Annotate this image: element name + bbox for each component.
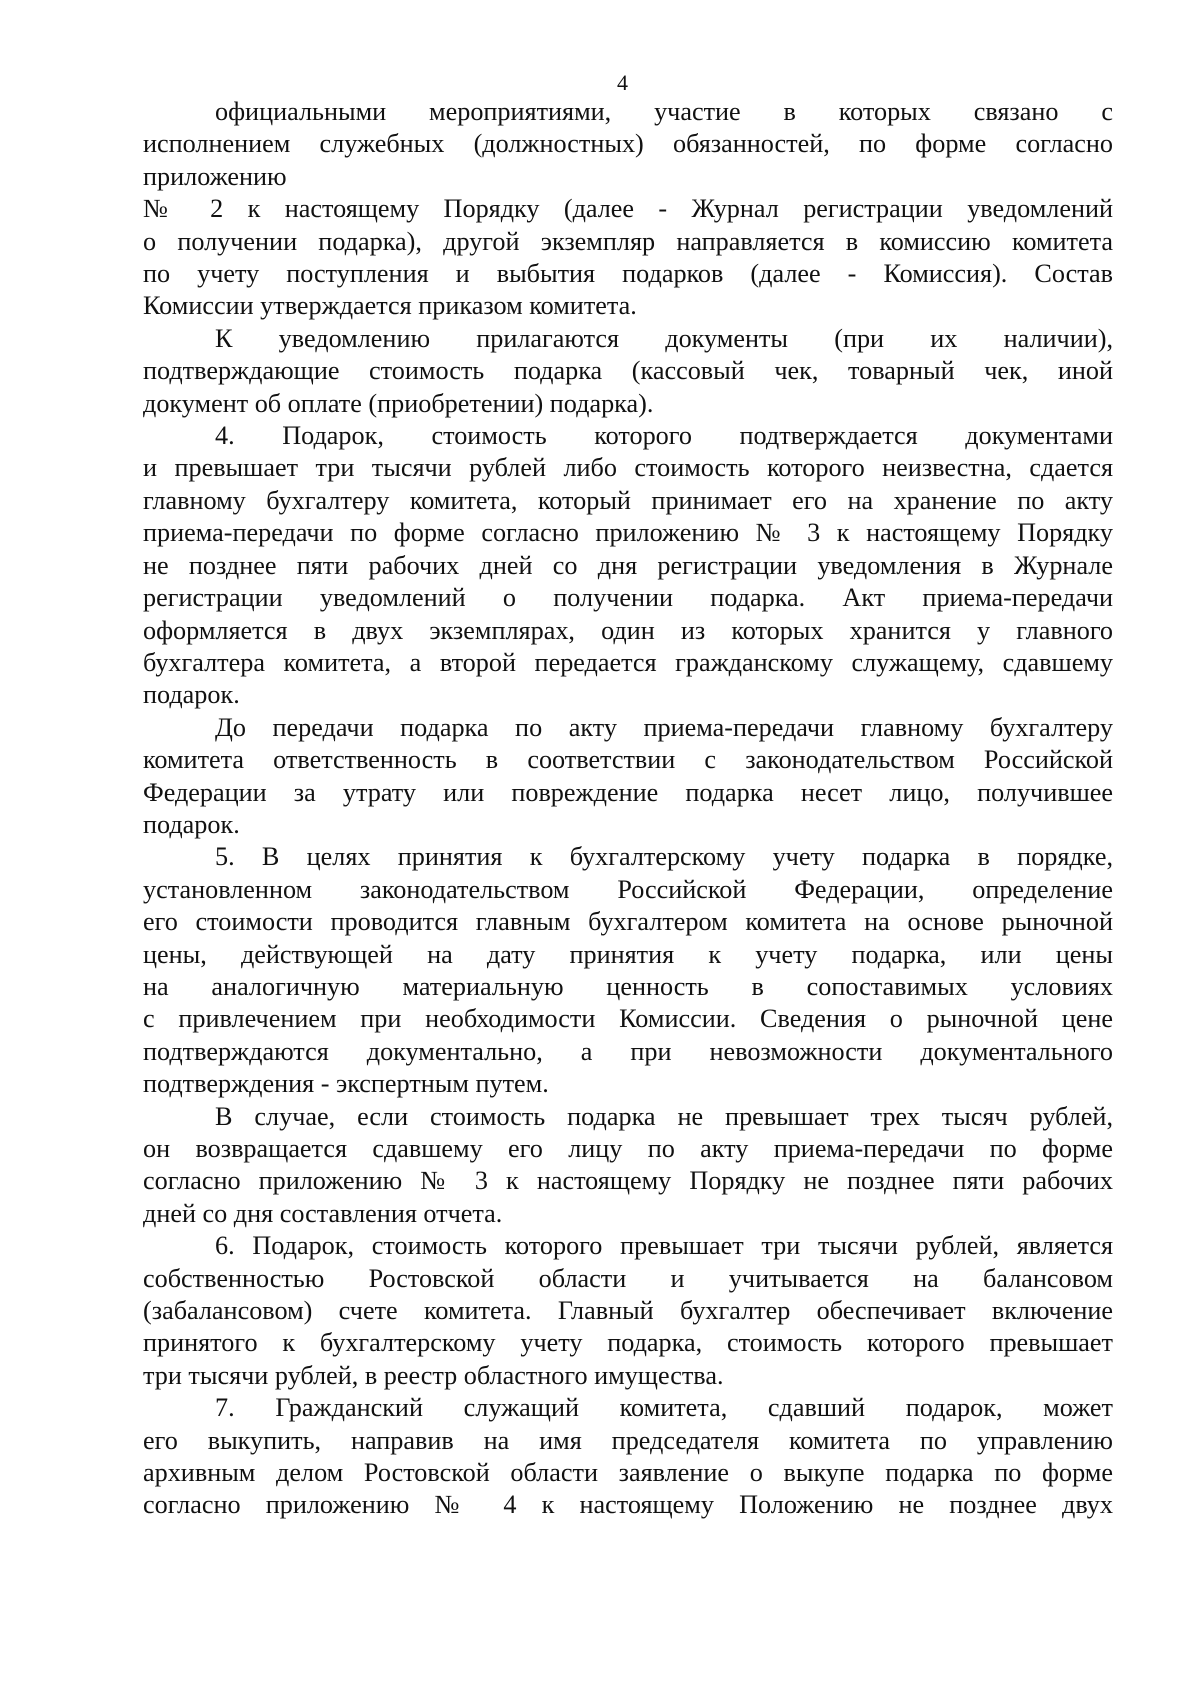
text-line: подтверждаются документально, а при невозможности документального bbox=[143, 1036, 1113, 1066]
text-line: приема-передачи по форме согласно приложению № 3 к настоящему Порядку bbox=[143, 518, 1113, 548]
text-line: исполнением служебных (должностных) обязанностей, по форме согласно bbox=[143, 129, 1113, 159]
text-line: его стоимости проводится главным бухгалтером комитета на основе рыночной bbox=[143, 907, 1113, 937]
text-line: 6. Подарок, стоимость которого превышает три тысячи рублей, является bbox=[215, 1231, 1113, 1261]
text-line: подтверждения - экспертным путем. bbox=[143, 1069, 549, 1099]
text-line: цены, действующей на дату принятия к учету подарка, или цены bbox=[143, 939, 1113, 969]
text-line: подтверждающие стоимость подарка (кассовый чек, товарный чек, иной bbox=[143, 356, 1113, 386]
text-line: подарок. bbox=[143, 809, 240, 839]
text-line: по учету поступления и выбытия подарков (далее - Комиссия). Состав bbox=[143, 259, 1113, 289]
document-body bbox=[143, 96, 1113, 1522]
text-line: приложению bbox=[143, 161, 287, 191]
text-line: К уведомлению прилагаются документы (при их наличии), bbox=[215, 323, 1113, 353]
text-line: о получении подарка), другой экземпляр направляется в комиссию комитета bbox=[143, 226, 1113, 256]
text-line: собственностью Ростовской области и учитывается на балансовом bbox=[143, 1263, 1113, 1293]
text-line: архивным делом Ростовской области заявление о выкупе подарка по форме bbox=[143, 1458, 1113, 1488]
text-line: Федерации за утрату или повреждение подарка несет лицо, получившее bbox=[143, 777, 1113, 807]
text-line: официальными мероприятиями, участие в которых связано с bbox=[215, 97, 1113, 126]
text-line: на аналогичную материальную ценность в сопоставимых условиях bbox=[143, 971, 1113, 1001]
text-line: 4. Подарок, стоимость которого подтверждается документами bbox=[215, 421, 1113, 451]
text-line: три тысячи рублей, в реестр областного имущества. bbox=[143, 1360, 724, 1390]
text-line: комитета ответственность в соответствии с законодательством Российской bbox=[143, 745, 1113, 775]
text-line: 5. В целях принятия к бухгалтерскому учету подарка в порядке, bbox=[215, 842, 1113, 872]
text-line: его выкупить, направив на имя председателя комитета по управлению bbox=[143, 1425, 1113, 1455]
text-line: оформляется в двух экземплярах, один из которых хранится у главного bbox=[143, 615, 1113, 645]
text-line: принятого к бухгалтерскому учету подарка, стоимость которого превышает bbox=[143, 1328, 1113, 1358]
text-line: документ об оплате (приобретении) подарка). bbox=[143, 388, 654, 418]
text-line: и превышает три тысячи рублей либо стоимость которого неизвестна, сдается bbox=[143, 453, 1113, 483]
text-line: подарок. bbox=[143, 680, 240, 710]
text-line: 7. Гражданский служащий комитета, сдавший подарок, может bbox=[215, 1393, 1113, 1423]
page-number: 4 bbox=[617, 70, 628, 95]
text-line: Комиссии утверждается приказом комитета. bbox=[143, 291, 637, 321]
text-line: № 2 к настоящему Порядку (далее - Журнал регистрации уведомлений bbox=[143, 194, 1113, 224]
text-line: бухгалтера комитета, а второй передается гражданскому служащему, сдавшему bbox=[143, 647, 1113, 677]
text-line: не позднее пяти рабочих дней со дня регистрации уведомления в Журнале bbox=[143, 550, 1113, 580]
text-line: главному бухгалтеру комитета, который принимает его на хранение по акту bbox=[143, 485, 1113, 515]
text-line: согласно приложению № 4 к настоящему Положению не позднее двух bbox=[143, 1490, 1113, 1520]
text-line: регистрации уведомлений о получении подарка. Акт приема-передачи bbox=[143, 583, 1113, 613]
text-line: установленном законодательством Российской Федерации, определение bbox=[143, 874, 1113, 904]
text-line: согласно приложению № 3 к настоящему Порядку не позднее пяти рабочих bbox=[143, 1166, 1113, 1196]
text-line: дней со дня составления отчета. bbox=[143, 1198, 503, 1228]
text-line: (забалансовом) счете комитета. Главный бухгалтер обеспечивает включение bbox=[143, 1296, 1113, 1326]
text-line: До передачи подарка по акту приема-передачи главному бухгалтеру bbox=[215, 712, 1113, 742]
text-line: он возвращается сдавшему его лицу по акту приема-передачи по форме bbox=[143, 1134, 1113, 1163]
text-line: В случае, если стоимость подарка не превышает трех тысяч рублей, bbox=[215, 1101, 1113, 1131]
text-line: с привлечением при необходимости Комиссии. Сведения о рыночной цене bbox=[143, 1004, 1113, 1034]
